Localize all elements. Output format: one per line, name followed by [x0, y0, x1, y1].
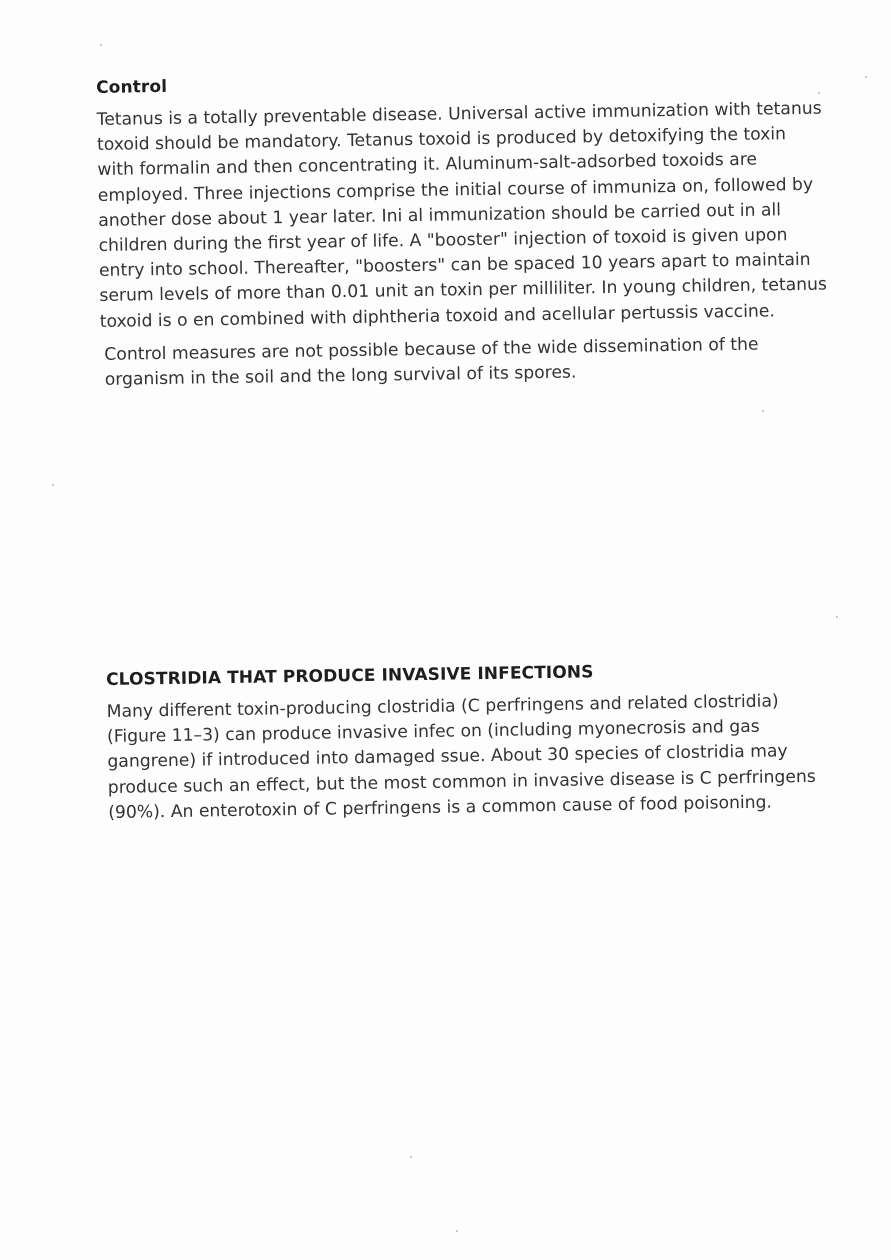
control-section: [96, 67, 829, 402]
scan-speck: [100, 44, 102, 46]
control-paragraph-immunization: Tetanus is a totally preventable disease. Universal active immunization with tetanus toxoid should be mandatory. Tetanus toxoid is produced by detoxifying the toxin with formalin and then concentrating it. Aluminum-salt-adsorbed toxoids are employed. Three injections comprise the initial course of immuniza on, followed by another dose about 1 year later. Ini al immunization should be carried out in all children during the first year of life. A "booster" injection of toxoid is given upon entry into school. Thereafter, "boosters" can be spaced 10 years apart to maintain serum levels of more than 0.01 unit an toxin per milliliter. In young children, tetanus toxoid is o en combined with diphtheria toxoid and acellular pertussis vaccine.: [96, 98, 828, 332]
scan-speck: [410, 1156, 412, 1158]
scan-speck: [818, 92, 820, 94]
clostridia-heading: CLOSTRIDIA THAT PRODUCE INVASIVE INFECTIONS: [106, 662, 594, 690]
clostridia-section: [106, 659, 836, 834]
scan-speck: [456, 1230, 458, 1232]
clostridia-paragraph: Many different toxin-producing clostridia (C perfringens and related clostridia) (Figure 11–3) can produce invasive infec on (including myonecrosis and gas gangrene) if introduced into damaged ssue. About 30 species of clostridia may produce such an effect, but the most common in invasive disease is C perfringens (90%). An enterotoxin of C perfringens is a common cause of food poisoning.: [106, 691, 816, 823]
scan-speck: [836, 616, 838, 618]
scan-speck: [762, 410, 764, 412]
scan-speck: [52, 484, 54, 486]
scan-speck: [865, 76, 867, 78]
control-paragraph-measures: Control measures are not possible because of the wide dissemination of the organism in the soil and the long survival of its spores.: [104, 334, 759, 390]
control-heading: Control: [96, 76, 168, 98]
